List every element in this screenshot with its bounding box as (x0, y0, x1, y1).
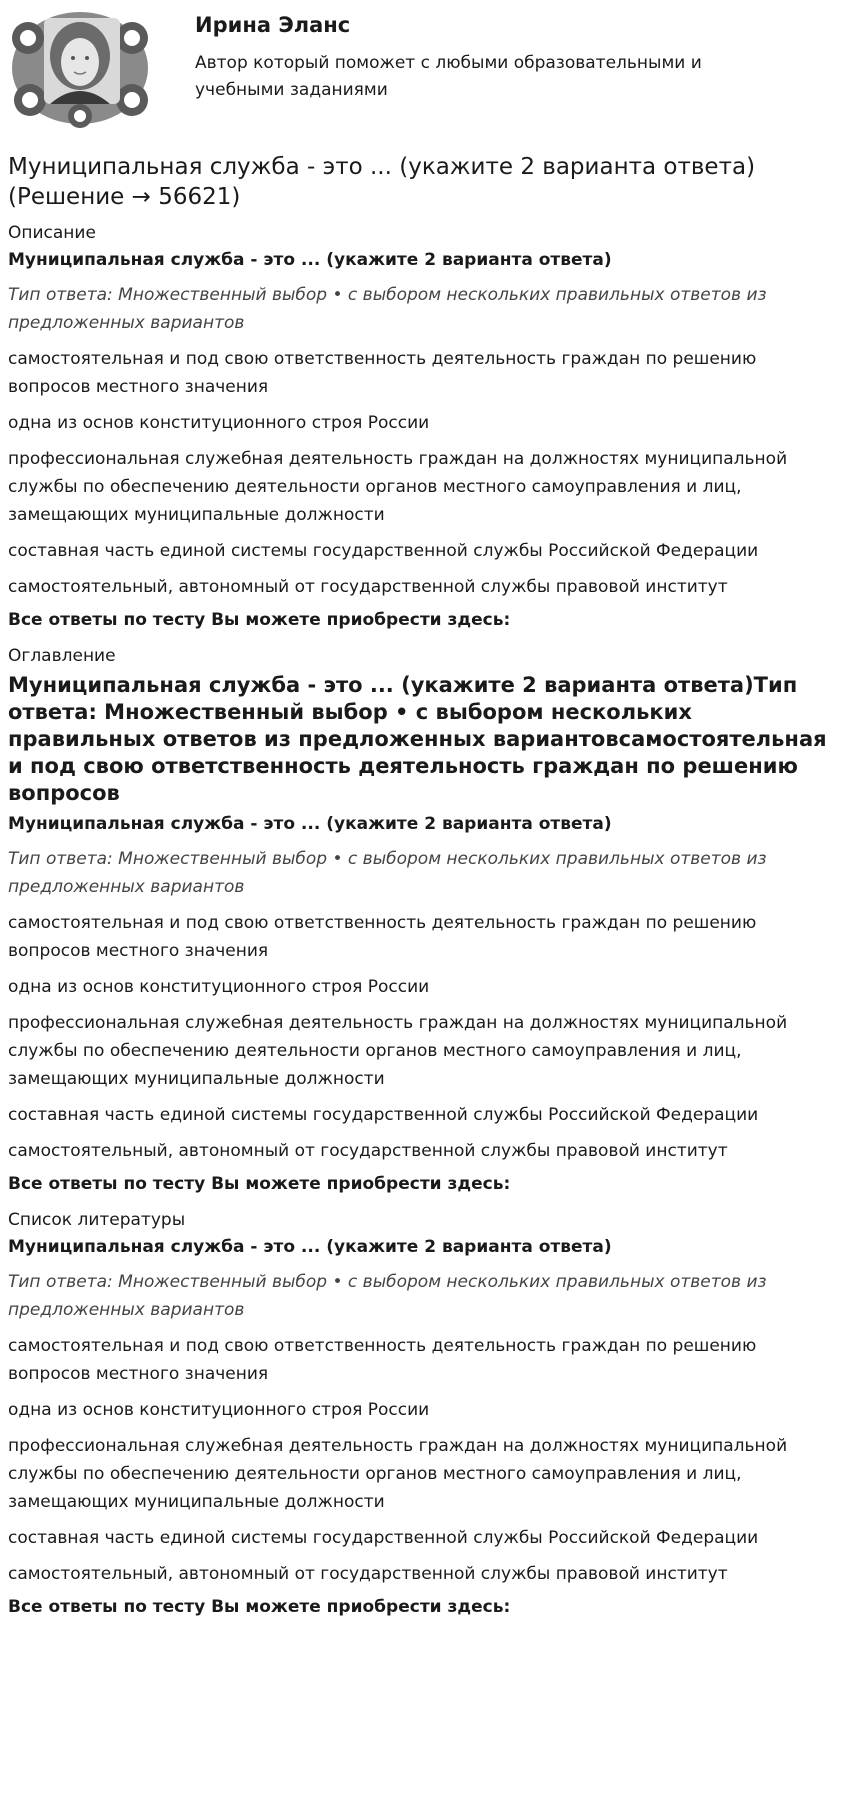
author-name: Ирина Эланс (195, 13, 351, 37)
answer-option: составная часть единой системы государственной службы Российской Федерации (8, 541, 759, 561)
answer-option: самостоятельная и под свою ответственность деятельность граждан по решению вопросов местного значения (8, 913, 757, 961)
avatar (8, 8, 153, 130)
answer-option: одна из основ конституционного строя России (8, 977, 430, 997)
buy-answers-text: Все ответы по тесту Вы можете приобрести здесь: (8, 610, 511, 630)
page-title: Муниципальная служба - это ... (укажите 2 варианта ответа) (Решение → 56621) (8, 154, 756, 210)
answer-option: профессиональная служебная деятельность граждан на должностях муниципальной службы по обеспечению деятельности органов местного самоуправления и лиц, замещающих муниципальные должности (8, 1436, 788, 1512)
section-label-literature: Список литературы (8, 1210, 186, 1230)
literature-section (8, 1209, 837, 1618)
author-photo-avatar-icon (8, 8, 153, 130)
answer-option: самостоятельный, автономный от государственной службы правовой институт (8, 1564, 728, 1584)
answer-option: одна из основ конституционного строя России (8, 1400, 430, 1420)
answer-type: Тип ответа: Множественный выбор • с выбором нескольких правильных ответов из предложенных вариантов (8, 1272, 767, 1320)
answer-option: самостоятельный, автономный от государственной службы правовой институт (8, 577, 728, 597)
section-label-description: Описание (8, 223, 96, 243)
question-text: Муниципальная служба - это ... (укажите 2 варианта ответа) (8, 1237, 612, 1257)
answer-option: профессиональная служебная деятельность граждан на должностях муниципальной службы по обеспечению деятельности органов местного самоуправления и лиц, замещающих муниципальные должности (8, 1013, 788, 1089)
answer-type: Тип ответа: Множественный выбор • с выбором нескольких правильных ответов из предложенных вариантов (8, 849, 767, 897)
author-block (8, 8, 837, 136)
answer-option: самостоятельная и под свою ответственность деятельность граждан по решению вопросов местного значения (8, 349, 757, 397)
buy-answers-text: Все ответы по тесту Вы можете приобрести здесь: (8, 1174, 511, 1194)
toc-heading: Муниципальная служба - это ... (укажите 2 варианта ответа)Тип ответа: Множественный выбор • с выбором нескольких правильных ответов из предложенных вариантовсамостоятельная и под свою ответственность деятельность граждан по решению вопросов (8, 673, 827, 805)
answer-option: самостоятельный, автономный от государственной службы правовой институт (8, 1141, 728, 1161)
buy-answers-text: Все ответы по тесту Вы можете приобрести здесь: (8, 1597, 511, 1617)
answer-option: составная часть единой системы государственной службы Российской Федерации (8, 1528, 759, 1548)
answer-option: самостоятельная и под свою ответственность деятельность граждан по решению вопросов местного значения (8, 1336, 757, 1384)
answer-option: составная часть единой системы государственной службы Российской Федерации (8, 1105, 759, 1125)
question-text: Муниципальная служба - это ... (укажите 2 варианта ответа) (8, 814, 612, 834)
answer-option: одна из основ конституционного строя России (8, 413, 430, 433)
question-text: Муниципальная служба - это ... (укажите 2 варианта ответа) (8, 250, 612, 270)
section-label-toc: Оглавление (8, 646, 116, 666)
description-section (8, 222, 837, 631)
answer-option: профессиональная служебная деятельность граждан на должностях муниципальной службы по обеспечению деятельности органов местного самоуправления и лиц, замещающих муниципальные должности (8, 449, 788, 525)
toc-section (8, 645, 837, 1195)
answer-type: Тип ответа: Множественный выбор • с выбором нескольких правильных ответов из предложенных вариантов (8, 285, 767, 333)
author-description: Автор который поможет с любыми образовательными и учебными заданиями (195, 53, 702, 100)
